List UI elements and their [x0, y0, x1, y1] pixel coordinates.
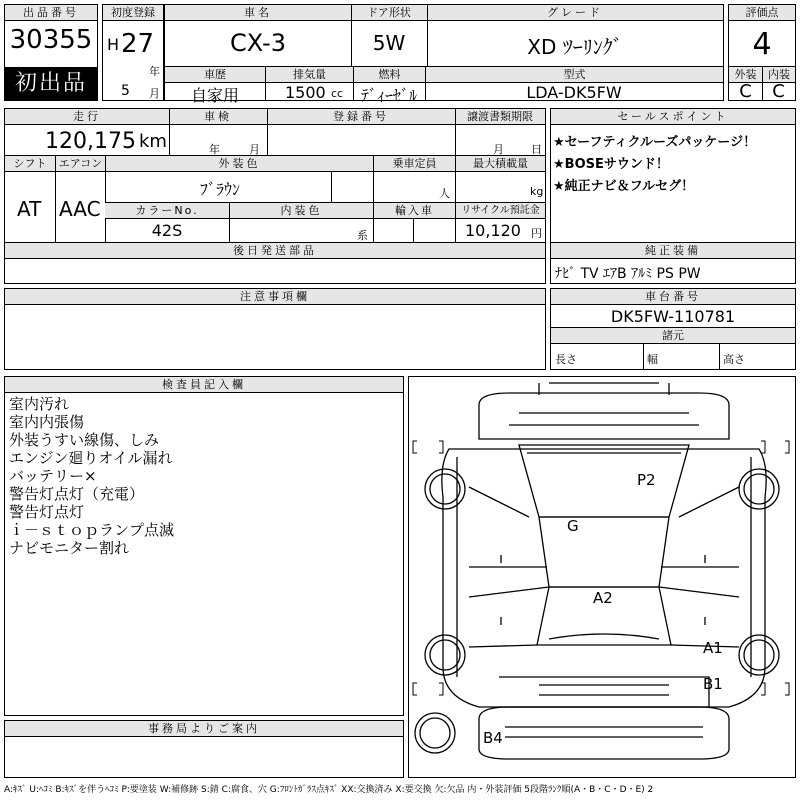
ext-color-label: 外装色 — [105, 156, 373, 172]
inspector-line: 警告灯点灯（充電） — [9, 485, 145, 503]
damage-mark-a2: A2 — [593, 589, 613, 607]
load-label: 最大積載量 — [455, 156, 545, 172]
equipment: ﾅﾋﾞ TV ｴｱB ｱﾙﾐ PS PW — [555, 266, 701, 282]
score-box — [728, 4, 796, 101]
lot-number-box — [4, 4, 98, 101]
displacement: 1500 — [285, 83, 326, 102]
inspector-line: 室内内張傷 — [9, 413, 85, 431]
recycle: 10,120 — [465, 221, 521, 240]
sales-point-1: ★セーフティクルーズパッケージ！ — [553, 135, 757, 150]
registration-year-unit: 年 — [149, 65, 160, 78]
ext-color-square — [331, 172, 373, 202]
transfer-label: 譲渡書類期限 — [455, 109, 545, 125]
int-color-label: 内装色 — [229, 203, 373, 219]
colorno: 42S — [151, 221, 183, 240]
notes-box — [4, 288, 546, 370]
notes-label: 注意事項欄 — [5, 289, 545, 305]
mileage: 120,175 — [45, 129, 136, 154]
inspector-line: 外装うすい線傷、しみ — [9, 431, 160, 449]
interior-score: C — [772, 81, 785, 102]
chassis-label: 車台番号 — [551, 289, 795, 305]
damage-mark-b1: B1 — [703, 675, 723, 693]
chassis-number: DK5FW-110781 — [610, 307, 736, 326]
car-diagram — [408, 376, 796, 778]
sales-label: セールスポイント — [551, 109, 795, 125]
ext-color: ﾌﾞﾗｳﾝ — [199, 180, 240, 199]
recycle-label: リサイクル預託金 — [455, 203, 545, 219]
damage-mark-g: G — [567, 517, 579, 535]
damage-mark-a1: A1 — [703, 639, 723, 657]
shift-label: シフト — [5, 156, 55, 172]
registration-label: 初度登録 — [103, 5, 163, 21]
inspector-label: 検査員記入欄 — [5, 377, 403, 393]
lot-number: 30355 — [9, 25, 93, 55]
mileage-label: 走行 — [5, 109, 169, 125]
details-box — [4, 108, 546, 284]
capacity-label: 乗車定員 — [373, 156, 455, 172]
inspector-line: ナビモニター割れ — [9, 539, 130, 557]
chassis-box — [550, 288, 796, 370]
legend: A:ｷｽﾞ U:ﾍｺﾐ B:ｷｽﾞを伴うﾍｺﾐ P:要塗装 W:補修跡 S:錆 C:腐食、穴 G:ﾌﾛﾝﾄｶﾞﾗｽ点ｷｽﾞ XX:交換済み X:要交換 欠:欠品 内・外装評価 5段階ﾗﾝｸ順(A・B・C・D・E) 2 — [4, 785, 654, 795]
lot-number-label: 出品番号 — [5, 5, 97, 21]
dims-label: 諸元 — [551, 328, 795, 344]
sales-point-2: ★BOSEサウンド！ — [553, 157, 669, 172]
grade: XD ﾂｰﾘﾝｸﾞ — [527, 35, 623, 59]
sales-point-3: ★純正ナビ＆フルセグ！ — [553, 179, 695, 194]
inspector-line: 室内汚れ — [9, 395, 70, 413]
interior-label: 内装 — [762, 67, 795, 83]
later-parts-label: 後日発送部品 — [5, 243, 545, 259]
car-outline-svg — [409, 377, 795, 777]
damage-mark-b4: B4 — [483, 729, 503, 747]
capacity-unit: 人 — [439, 187, 450, 200]
transfer-month-unit: 月 — [493, 143, 504, 156]
exterior-score: C — [739, 81, 752, 102]
inspection-year-unit: 年 — [209, 143, 220, 156]
history: 自家用 — [190, 86, 239, 105]
car-name: CX-3 — [230, 29, 286, 57]
transfer-day-unit: 日 — [531, 143, 542, 156]
office-label: 事務局よりご案内 — [5, 721, 403, 737]
score: 4 — [752, 27, 772, 62]
ac-label: エアコン — [55, 156, 105, 172]
top-main-box — [164, 4, 724, 105]
int-color-unit: 系 — [357, 229, 368, 242]
sales-box — [550, 108, 796, 284]
fuel-label: 燃料 — [353, 67, 425, 83]
history-label: 車歴 — [165, 67, 265, 83]
load-unit: kg — [530, 185, 544, 198]
registration-month: 5 — [121, 83, 130, 99]
registration-box — [102, 4, 164, 101]
inspection-label: 車検 — [169, 109, 267, 125]
score-label: 評価点 — [729, 5, 795, 21]
recycle-unit: 円 — [531, 227, 542, 240]
exterior-label: 外装 — [729, 67, 762, 83]
inspector-box — [4, 376, 404, 716]
grade-label: グレード — [427, 5, 723, 21]
fuel: ﾃﾞｨｰｾﾞﾙ — [360, 86, 417, 105]
import-label: 輸入車 — [373, 203, 455, 219]
office-box — [4, 720, 404, 778]
equip-label: 純正装備 — [551, 243, 795, 259]
ac: AAC — [59, 197, 101, 221]
regno-label: 登録番号 — [267, 109, 455, 125]
inspector-notes — [9, 395, 174, 557]
inspection-month-unit: 月 — [249, 143, 260, 156]
width-label: 幅 — [647, 353, 658, 366]
inspector-line: 警告灯点灯 — [9, 503, 85, 521]
colorno-label: カラーNo. — [105, 203, 229, 219]
damage-mark-p2: P2 — [637, 471, 656, 489]
mileage-unit: km — [139, 131, 167, 152]
shift: AT — [17, 197, 42, 221]
registration-year: 27 — [121, 29, 155, 59]
inspector-line: バッテリー× — [9, 467, 97, 485]
inspector-line: エンジン廻りオイル漏れ — [9, 449, 173, 467]
inspector-line: ｉ－ｓｔｏｐランプ点滅 — [9, 521, 175, 539]
model-label: 型式 — [425, 67, 723, 83]
registration-month-unit: 月 — [149, 87, 160, 100]
registration-era: H — [107, 35, 120, 54]
door-label: ドア形状 — [351, 5, 427, 21]
model: LDA-DK5FW — [526, 83, 622, 102]
length-label: 長さ — [555, 353, 577, 366]
door-type: 5W — [372, 31, 406, 55]
first-listing-badge: 初出品 — [5, 67, 97, 100]
displacement-unit: cc — [331, 87, 344, 100]
car-name-label: 車名 — [165, 5, 351, 21]
height-label: 高さ — [723, 353, 745, 366]
displacement-label: 排気量 — [265, 67, 353, 83]
